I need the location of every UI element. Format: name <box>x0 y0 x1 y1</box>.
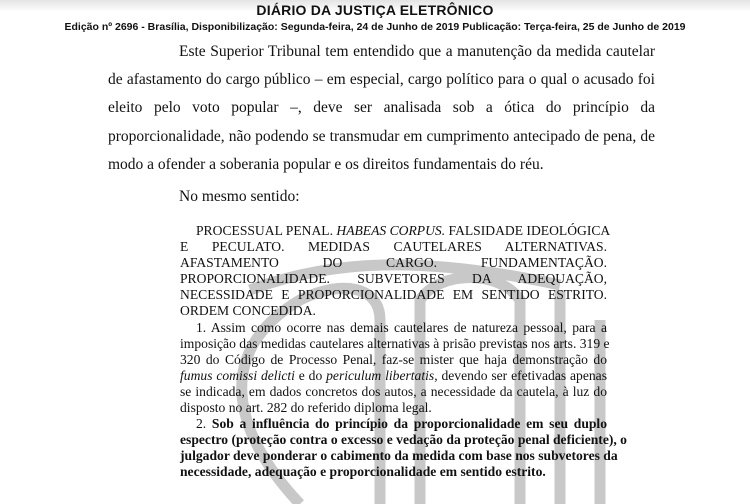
text: e do <box>294 367 327 383</box>
text-line: E PECULATO. MEDIDAS CAUTELARES ALTERNATIVAS. <box>180 239 607 255</box>
text-line: AFASTAMENTO DO CARGO. FUNDAMENTAÇÃO. <box>180 255 607 271</box>
text-line: espectro (proteção contra o excesso e vedação da proteção penal deficiente), o <box>180 432 627 448</box>
text-line: modo a ofender a soberania popular e os direitos fundamentais do réu. <box>108 155 544 173</box>
text-line <box>180 223 611 239</box>
text-line: imposição das medidas cautelares alternativas à prisão previstas nos arts. 319 e <box>180 335 610 351</box>
text-line: Este Superior Tribunal tem entendido que a manutenção da medida cautelar <box>179 43 655 60</box>
italic-text: periculum libertatis <box>326 367 435 383</box>
text-line: 1. Assim como ocorre nas demais cautelares de natureza pessoal, para a <box>196 319 607 335</box>
journal-title: DIÁRIO DA JUSTIÇA ELETRÔNICO <box>256 2 494 18</box>
text-line: PROPORCIONALIDADE. SUBVETORES DA ADEQUAÇÃO, <box>180 271 607 287</box>
text-line: julgador deve ponderar o cabimento da medida com base nos subvetores da <box>180 448 618 464</box>
edition-line: Edição nº 2696 - Brasília, Disponibilização: Segunda-feira, 24 de Junho de 2019 Publicação: Terça-feira, 25 de Junho de 2019 <box>64 21 686 33</box>
main-paragraph <box>108 38 655 179</box>
text-line: ORDEM CONCEDIDA. <box>180 303 316 319</box>
italic-text: HABEAS CORPUS. <box>336 223 446 238</box>
text-line: necessidade, adequação e proporcionalidade em sentido estrito. <box>180 464 546 480</box>
text-line: eleito pelo voto popular –, deve ser analisada sob a ótica do princípio da <box>108 99 655 117</box>
ementa-quote <box>180 223 627 481</box>
item-number: 2. <box>196 416 212 432</box>
text-line: de afastamento do cargo público – em especial, cargo político para o qual o acusado foi <box>108 71 655 89</box>
text-line: 320 do Código de Processo Penal, faz-se mister que haja demonstração do <box>180 351 607 367</box>
text-line: proporcionalidade, não podendo se transmudar em cumprimento antecipado de pena, de <box>108 127 655 145</box>
bold-text: Sob a influência do princípio da proporcionalidade em seu duplo <box>211 416 608 432</box>
text-line: se indicada, em dados concretos dos autos, a necessidade da cautela, à luz do <box>180 383 607 399</box>
same-sense-label: No mesmo sentido: <box>179 188 300 205</box>
text-line <box>180 416 607 432</box>
text: , devendo ser efetivadas apenas <box>434 367 607 383</box>
italic-text: fumus comissi delicti <box>180 367 295 383</box>
text-line <box>180 368 607 384</box>
text-line: NECESSIDADE E PROPORCIONALIDADE EM SENTIDO ESTRITO. <box>180 287 607 303</box>
text: FALSIDADE IDEOLÓGICA <box>448 223 611 238</box>
text: PROCESSUAL PENAL. <box>196 223 333 238</box>
text-line: disposto no art. 282 do referido diploma legal. <box>180 400 432 416</box>
